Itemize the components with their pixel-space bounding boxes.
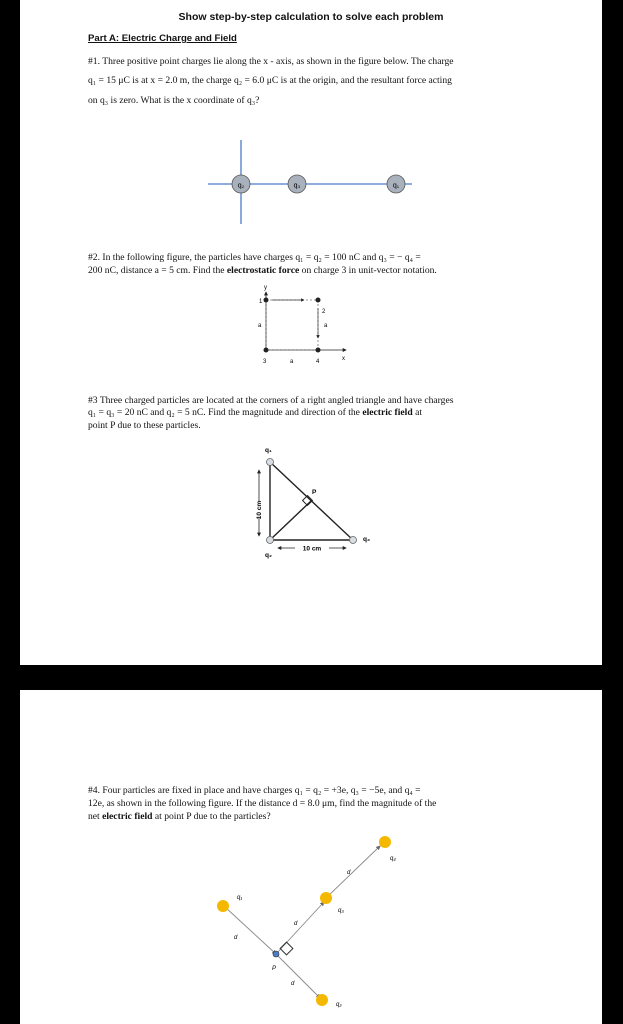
side-a-bottom-label: a [290,359,294,365]
problem-4-text: net [88,811,103,822]
charge-q3-label: q₃ [293,182,301,190]
figure-1-charges-on-axis [20,130,602,220]
charge-q2 [232,175,250,193]
problem-4-keyword: electric field [102,811,153,822]
side-a-right-label: a [324,323,328,329]
distance-d-label-2: d [291,981,295,987]
document-page-2 [20,690,602,1024]
problem-1-line-1: #1. Three positive point charges lie along the x - axis, as shown in the figure below. The charge [88,56,454,67]
charge-q2-label: q₂ [336,1002,342,1008]
corner-3-label: 3 [263,359,267,365]
problem-2-line-1: #2. In the following figure, the particles have charges q₁ = q₂ = 100 nC and q₃ = − q₄ = [88,252,421,263]
problem-1-line-2: q₁ = 15 μC is at x = 2.0 m, the charge q₂ = 6.0 μC is at the origin, and the resultant force acting [88,75,452,86]
distance-d-label-1: d [234,935,238,941]
charge-q1-label: q₁ [392,182,400,190]
problem-4-line-2: 12e, as shown in the following figure. If the distance d = 8.0 μm, find the magnitude of the [88,798,437,809]
document-page-1 [20,0,602,665]
horizontal-distance-label: 10 cm [302,545,322,553]
x-axis-label: x [342,356,345,362]
point-p-label: P [272,966,277,972]
point-p-label: P [312,489,317,496]
problem-3-text: q₁ = q₃ = 20 nC and q₂ = 5 nC. Find the magnitude and direction of the [88,407,363,418]
charge-q1 [387,175,405,193]
charge-q1-label: q₁ [265,447,272,454]
corner-2-label: 2 [322,309,326,315]
charge-q3-label: q₃ [338,908,344,914]
problem-3-line-1: #3 Three charged particles are located at the corners of a right angled triangle and have charges [88,395,454,406]
figure-2-square-charges [20,280,602,375]
charge-q3 [288,175,306,193]
problem-3-keyword: electric field [362,407,413,418]
charge-q4-label: q₄ [390,856,396,862]
charge-q2-label: q₂ [237,182,245,190]
problem-2-line-2 [88,264,437,277]
distance-d-label-4: d [347,870,351,876]
problem-1-line-3: on q₃ is zero. What is the x coordinate of q₃? [88,95,260,106]
problem-2-keyword: electrostatic force [226,265,300,276]
distance-d-label-3: d [294,921,298,927]
problem-4-text-end: at point P due to the particles? [152,811,271,822]
figure-3-right-triangle [20,440,602,570]
figure-4-four-charges [20,840,602,1024]
y-axis-label: y [264,285,267,291]
problem-3-line-3: point P due to these particles. [88,420,201,431]
instructions-header: Show step-by-step calculation to solve each problem [178,11,444,23]
corner-1-label: 1 [259,299,263,305]
charge-q1-label: q₁ [237,895,243,901]
problem-4-line-1: #4. Four particles are fixed in place and have charges q₁ = q₂ = +3e, q₃ = −5e, and q₄ = [88,785,421,796]
part-a-title: Part A: Electric Charge and Field [88,33,237,44]
problem-2-text-end: on charge 3 in unit-vector notation. [299,265,437,276]
problem-3-text-end: at [412,407,423,418]
problem-2-text: 200 nC, distance a = 5 cm. Find the [88,265,227,276]
problem-3-line-2 [88,406,422,419]
problem-4-line-3 [88,810,271,823]
charge-q3-label: q₃ [363,536,370,543]
vertical-distance-label: 10 cm [256,500,263,520]
charge-q2-label: q₂ [265,552,272,559]
side-a-left-label: a [258,323,262,329]
corner-4-label: 4 [316,359,320,365]
